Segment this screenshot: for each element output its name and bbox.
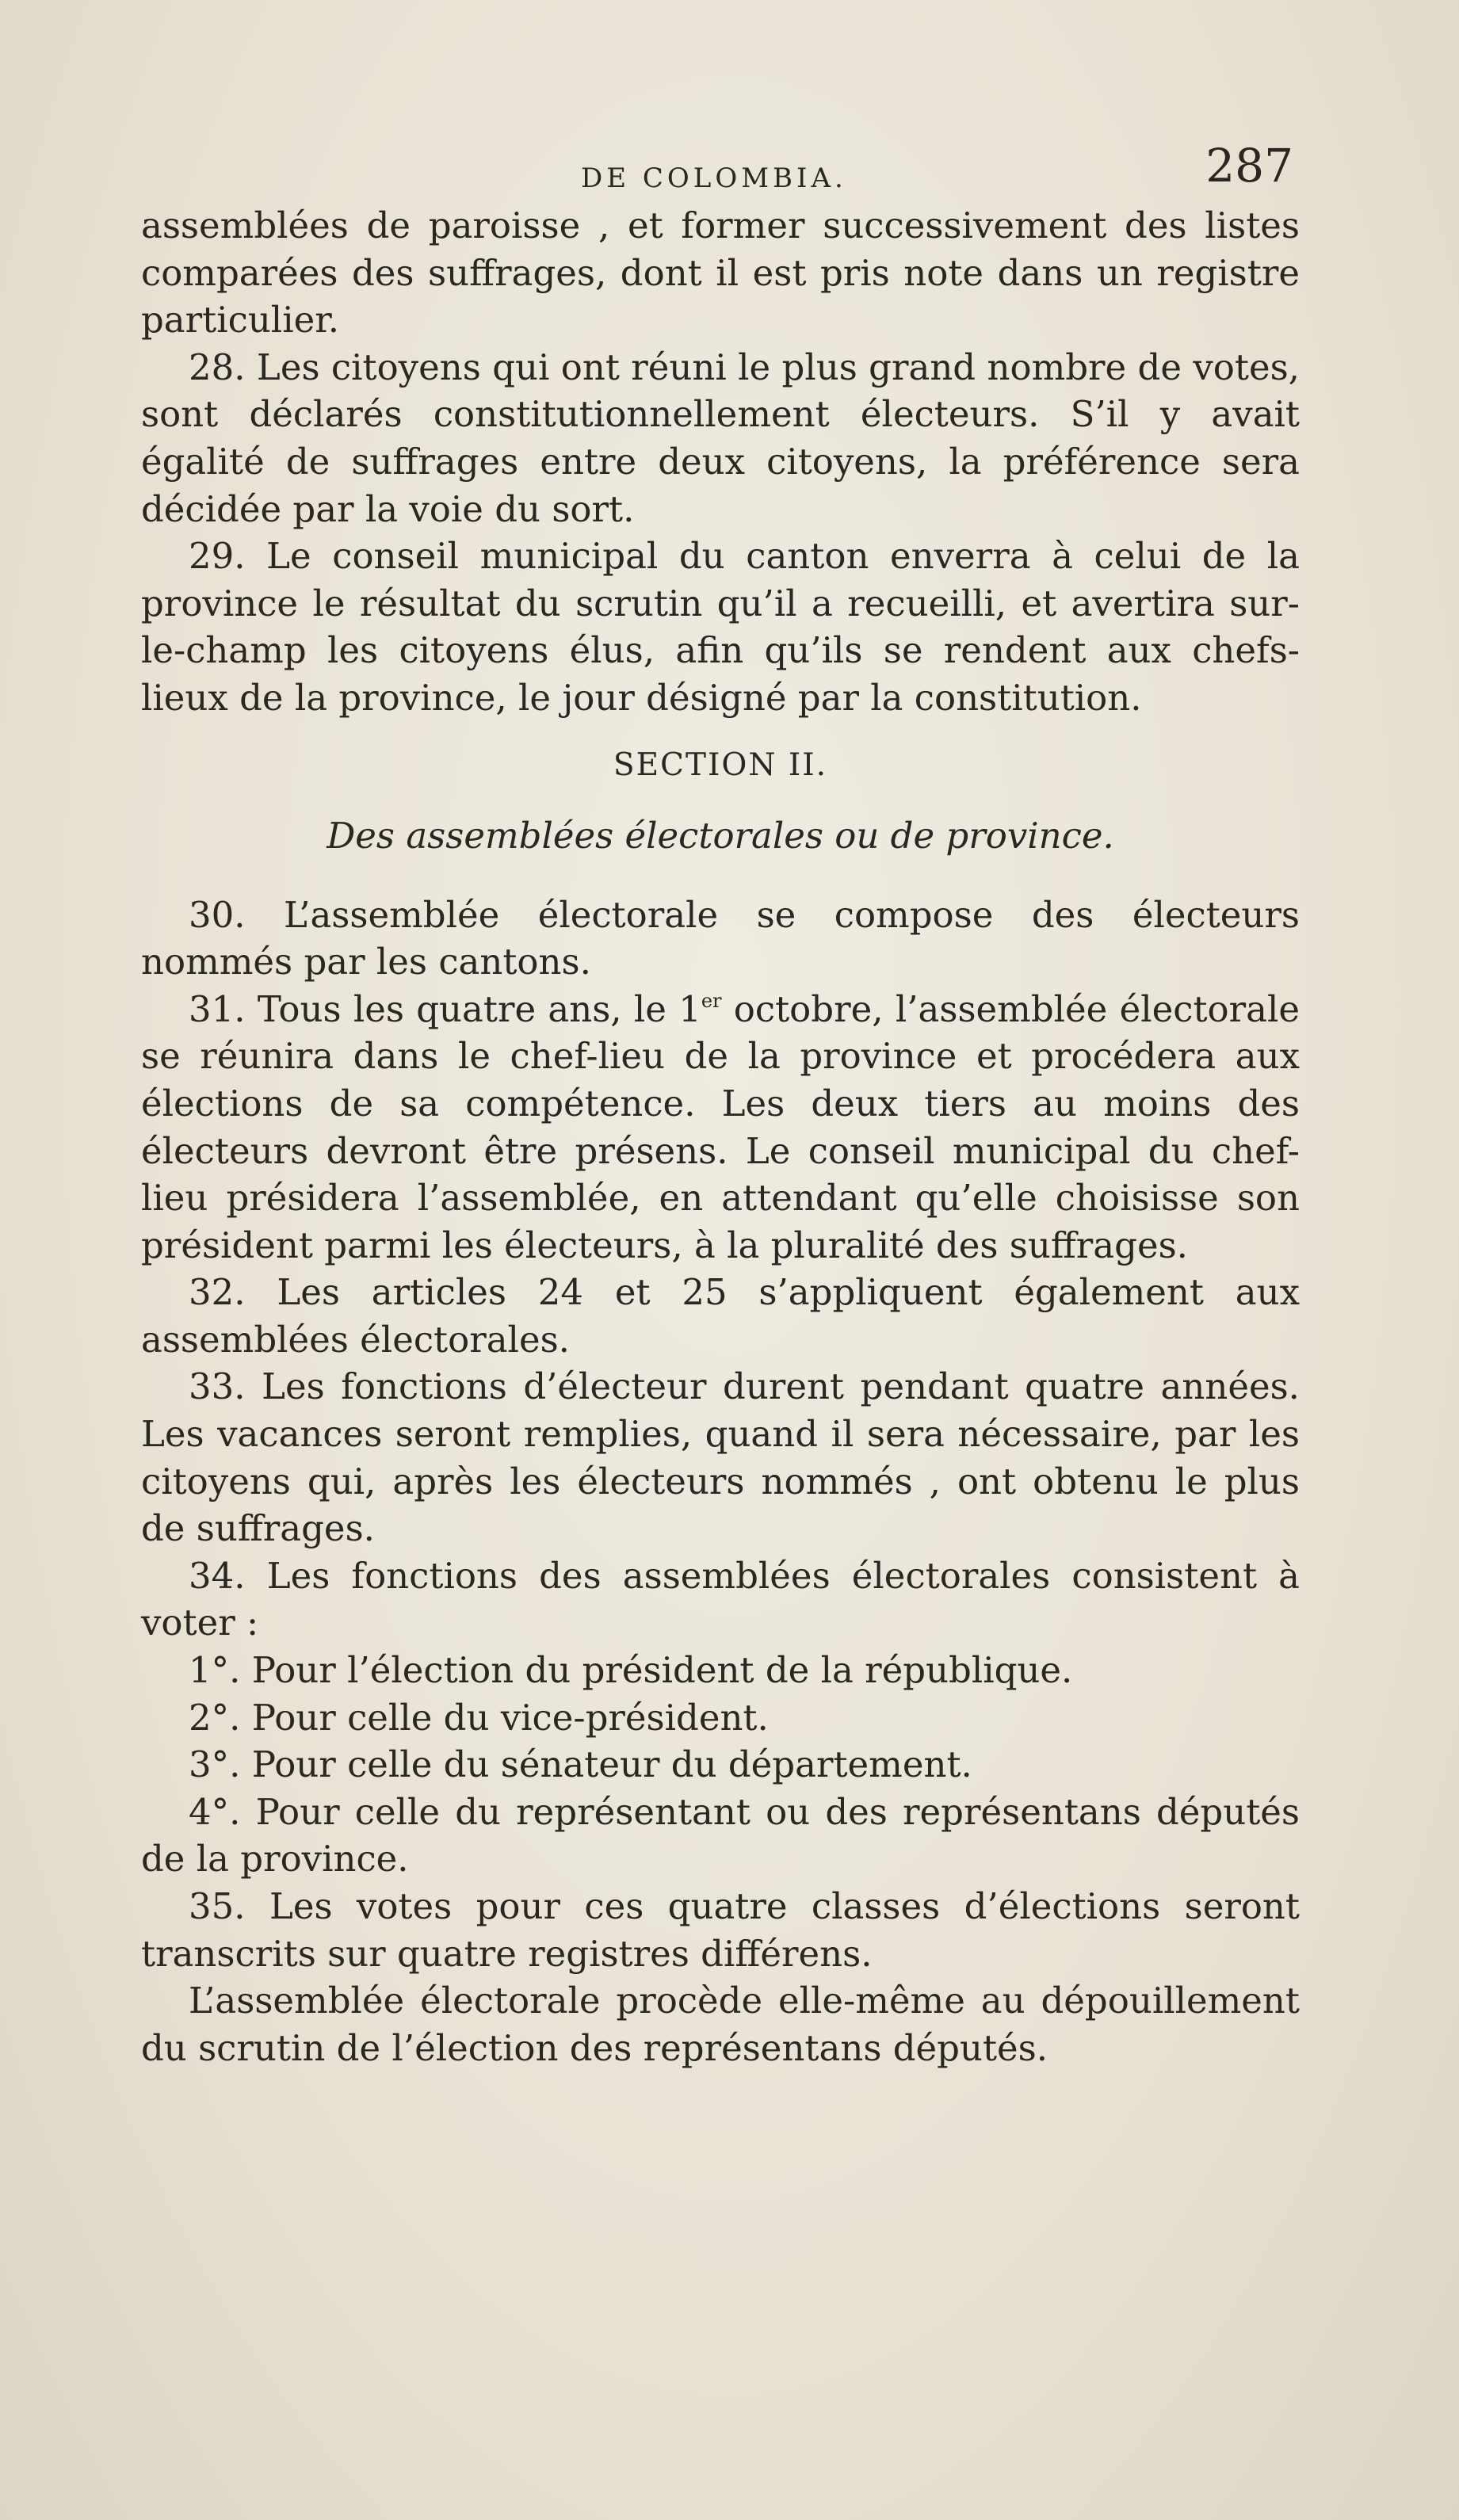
page-header: [141, 139, 1300, 202]
article-31: [141, 986, 1300, 1270]
article-35-continuation: L’assemblée électorale procède elle-même au dépouillement du scrutin de l’élection des représentans députés.: [141, 1980, 1300, 2069]
article-31-start: 31. Tous les quatre ans, le 1: [189, 987, 701, 1030]
running-head: DE COLOMBIA.: [581, 162, 847, 194]
section-subtitle: Des assemblées électorales ou de province.: [327, 814, 1114, 857]
article-31-rest: octobre, l’assemblée électorale se réunira dans le chef-lieu de la province et procédera aux élections de sa compétence. Les deux tiers au moins des électeurs devront être présens. Le conseil municipal du chef-lieu présidera l’assemblée, en attendant qu’elle choisisse son président parmi les électeurs, à la pluralité des suffrages.: [141, 987, 1300, 1266]
article-34-item-4: 4°. Pour celle du représentant ou des représentans députés de la province.: [141, 1790, 1300, 1880]
article-34-item-1: 1°. Pour l’élection du président de la république.: [189, 1649, 1073, 1692]
article-33: 33. Les fonctions d’électeur durent pendant quatre années. Les vacances seront remplies, quand il sera nécessaire, par les citoyens qui, après les électeurs nommés , ont obtenu le plus de suffrages.: [141, 1365, 1300, 1550]
article-30: 30. L’assemblée électorale se compose des électeurs nommés par les cantons.: [141, 893, 1300, 983]
section-title: SECTION II.: [613, 746, 828, 783]
article-34: 34. Les fonctions des assemblées électorales consistent à voter :: [141, 1554, 1300, 1644]
article-32: 32. Les articles 24 et 25 s’appliquent également aux assemblées électorales.: [141, 1271, 1300, 1361]
page-number: 287: [1205, 139, 1293, 193]
paragraph-continuation: assemblées de paroisse , et former successivement des listes comparées des suffrages, dont il est pris note dans un registre particulier.: [141, 204, 1300, 342]
article-34-item-2: 2°. Pour celle du vice-président.: [189, 1696, 769, 1739]
article-29: 29. Le conseil municipal du canton enverra à celui de la province le résultat du scrutin qu’il a recueilli, et avertira sur-le-champ les citoyens élus, afin qu’ils se rendent aux chefs-lieux de la province, le jour désigné par la constitution.: [141, 535, 1300, 719]
article-34-item-3: 3°. Pour celle du sénateur du département.: [189, 1743, 972, 1786]
article-28: 28. Les citoyens qui ont réuni le plus grand nombre de votes, sont déclarés constitutionnellement électeurs. S’il y avait égalité de suffrages entre deux citoyens, la préférence sera décidée par la voie du sort.: [141, 346, 1300, 530]
article-35: 35. Les votes pour ces quatre classes d’élections seront transcrits sur quatre registres différens.: [141, 1885, 1300, 1975]
text-block: [141, 139, 1300, 2071]
article-31-superscript: er: [701, 989, 722, 1012]
